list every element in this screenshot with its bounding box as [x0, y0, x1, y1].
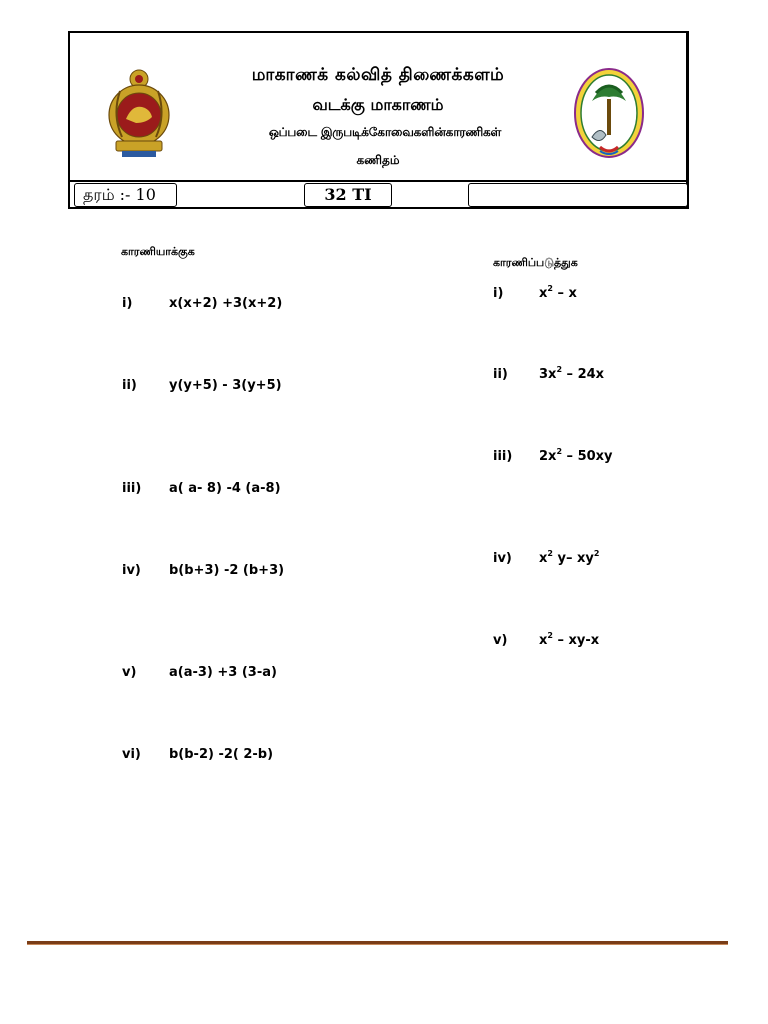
- footer-rule: [27, 941, 728, 945]
- left-section-title: காரணியாக்குக: [121, 245, 195, 258]
- header-top: [70, 33, 686, 180]
- assignment-title: ஒப்படை இருபடிக்கோவைகளின்காரணிகள்: [268, 125, 502, 139]
- northern-province-logo-icon: [570, 65, 648, 161]
- header-divider: [70, 180, 686, 182]
- grade-cell: தரம் :- 10: [74, 183, 177, 207]
- code-cell: 32 TI: [304, 183, 392, 207]
- department-title: மாகாணக் கல்வித் திணைக்களம்: [251, 65, 505, 85]
- blank-cell: [468, 183, 688, 207]
- subject-title: கணிதம்: [356, 153, 400, 167]
- right-section-title: காரணிப்படுத்துக: [493, 256, 578, 269]
- province-title: வடக்கு மாகாணம்: [312, 95, 444, 114]
- header-box: [68, 31, 689, 209]
